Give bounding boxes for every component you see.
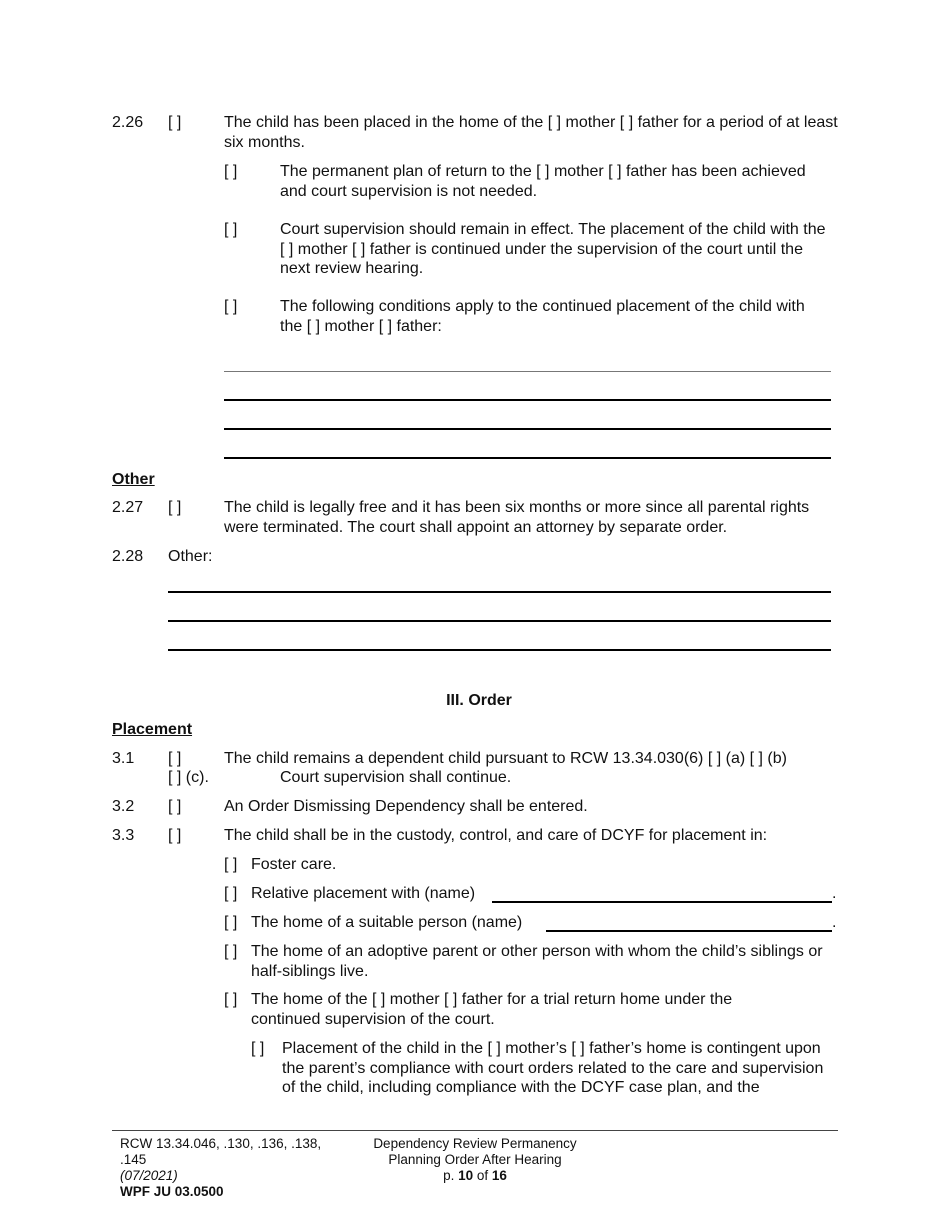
section-number: 2.28	[112, 548, 144, 565]
sub-text: Court supervision should remain in effect. The placement of the child with the [ ] mother [ ] father is continued under the supervision of the court until the next review hearing.	[280, 221, 826, 277]
sub-option-text: Placement of the child in the [ ] mother’s [ ] father’s home is contingent upon the parent’s compliance with court orders related to the care and supervision of the child, including compliance with the DCYF case plan, and the	[282, 1040, 824, 1096]
page-total: 16	[491, 1168, 507, 1183]
checkbox[interactable]: [ ]	[168, 798, 182, 815]
option-text: The home of an adoptive parent or other person with whom the child’s siblings or half-siblings live.	[251, 943, 823, 980]
checkbox[interactable]: [ ]	[224, 943, 238, 960]
footer-page	[340, 1168, 610, 1184]
checkbox[interactable]: [ ]	[168, 750, 182, 767]
checkbox[interactable]: [ ]	[224, 991, 238, 1008]
section-heading-other: Other	[112, 471, 155, 488]
period: .	[832, 885, 837, 902]
period: .	[832, 914, 837, 931]
section-number: 3.3	[112, 827, 135, 844]
section-text: The child shall be in the custody, control, and care of DCYF for placement in:	[224, 827, 768, 844]
checkbox[interactable]: [ ]	[168, 827, 182, 844]
name-line[interactable]	[546, 930, 832, 932]
footer-rcw: RCW 13.34.046, .130, .136, .138, .145	[120, 1136, 322, 1167]
checkbox[interactable]: [ ]	[224, 221, 238, 238]
option-text: Relative placement with (name)	[251, 885, 476, 902]
fill-line[interactable]	[224, 371, 831, 372]
checkbox[interactable]: [ ]	[224, 856, 238, 873]
sub-text: The permanent plan of return to the [ ] mother [ ] father has been achieved and court supervision is not needed.	[280, 163, 806, 200]
other-label: Other:	[168, 548, 213, 565]
footer-title-2: Planning Order After Hearing	[388, 1152, 562, 1167]
option-text: The home of the [ ] mother [ ] father for a trial return home under the continued supervision of the court.	[251, 991, 733, 1028]
section-number: 2.26	[112, 114, 144, 131]
fill-line[interactable]	[224, 428, 831, 430]
fill-line[interactable]	[224, 457, 831, 459]
section-text: The child is legally free and it has been six months or more since all parental rights were terminated. The court shall appoint an attorney by separate order.	[224, 499, 810, 536]
option-text: The home of a suitable person (name)	[251, 914, 527, 931]
option-text: Foster care.	[251, 856, 337, 873]
page-of: of	[473, 1168, 492, 1183]
section-text: The child has been placed in the home of the [ ] mother [ ] father for a period of at least six months.	[224, 114, 838, 151]
page-number: 10	[458, 1168, 474, 1183]
fill-line[interactable]	[224, 399, 831, 401]
section-text: An Order Dismissing Dependency shall be entered.	[224, 798, 588, 815]
footer-date: (07/2021)	[120, 1168, 178, 1183]
fill-line[interactable]	[168, 591, 831, 593]
section-number: 3.2	[112, 798, 135, 815]
section-text-cont: Court supervision shall continue.	[280, 769, 512, 786]
checkbox-c[interactable]: [ ] (c).	[168, 769, 209, 786]
fill-line[interactable]	[168, 620, 831, 622]
placement-heading: Placement	[112, 721, 193, 738]
checkbox[interactable]: [ ]	[168, 499, 182, 516]
checkbox[interactable]: [ ]	[168, 114, 182, 131]
fill-line[interactable]	[168, 649, 831, 651]
checkbox[interactable]: [ ]	[251, 1040, 265, 1057]
checkbox[interactable]: [ ]	[224, 885, 238, 902]
section-text: The child remains a dependent child pursuant to RCW 13.34.030(6) [ ] (a) [ ] (b)	[224, 750, 787, 767]
footer-title-1: Dependency Review Permanency	[373, 1136, 577, 1151]
checkbox[interactable]: [ ]	[224, 298, 238, 315]
sub-text: The following conditions apply to the continued placement of the child with the [ ] mother [ ] father:	[280, 298, 805, 335]
page-prefix: p.	[443, 1168, 459, 1183]
name-line[interactable]	[492, 901, 832, 903]
order-heading: III. Order	[446, 692, 512, 709]
footer-form-number: WPF JU 03.0500	[120, 1184, 224, 1199]
footer-divider	[112, 1130, 838, 1131]
checkbox[interactable]: [ ]	[224, 163, 238, 180]
section-number: 3.1	[112, 750, 135, 767]
section-number: 2.27	[112, 499, 144, 516]
checkbox[interactable]: [ ]	[224, 914, 238, 931]
